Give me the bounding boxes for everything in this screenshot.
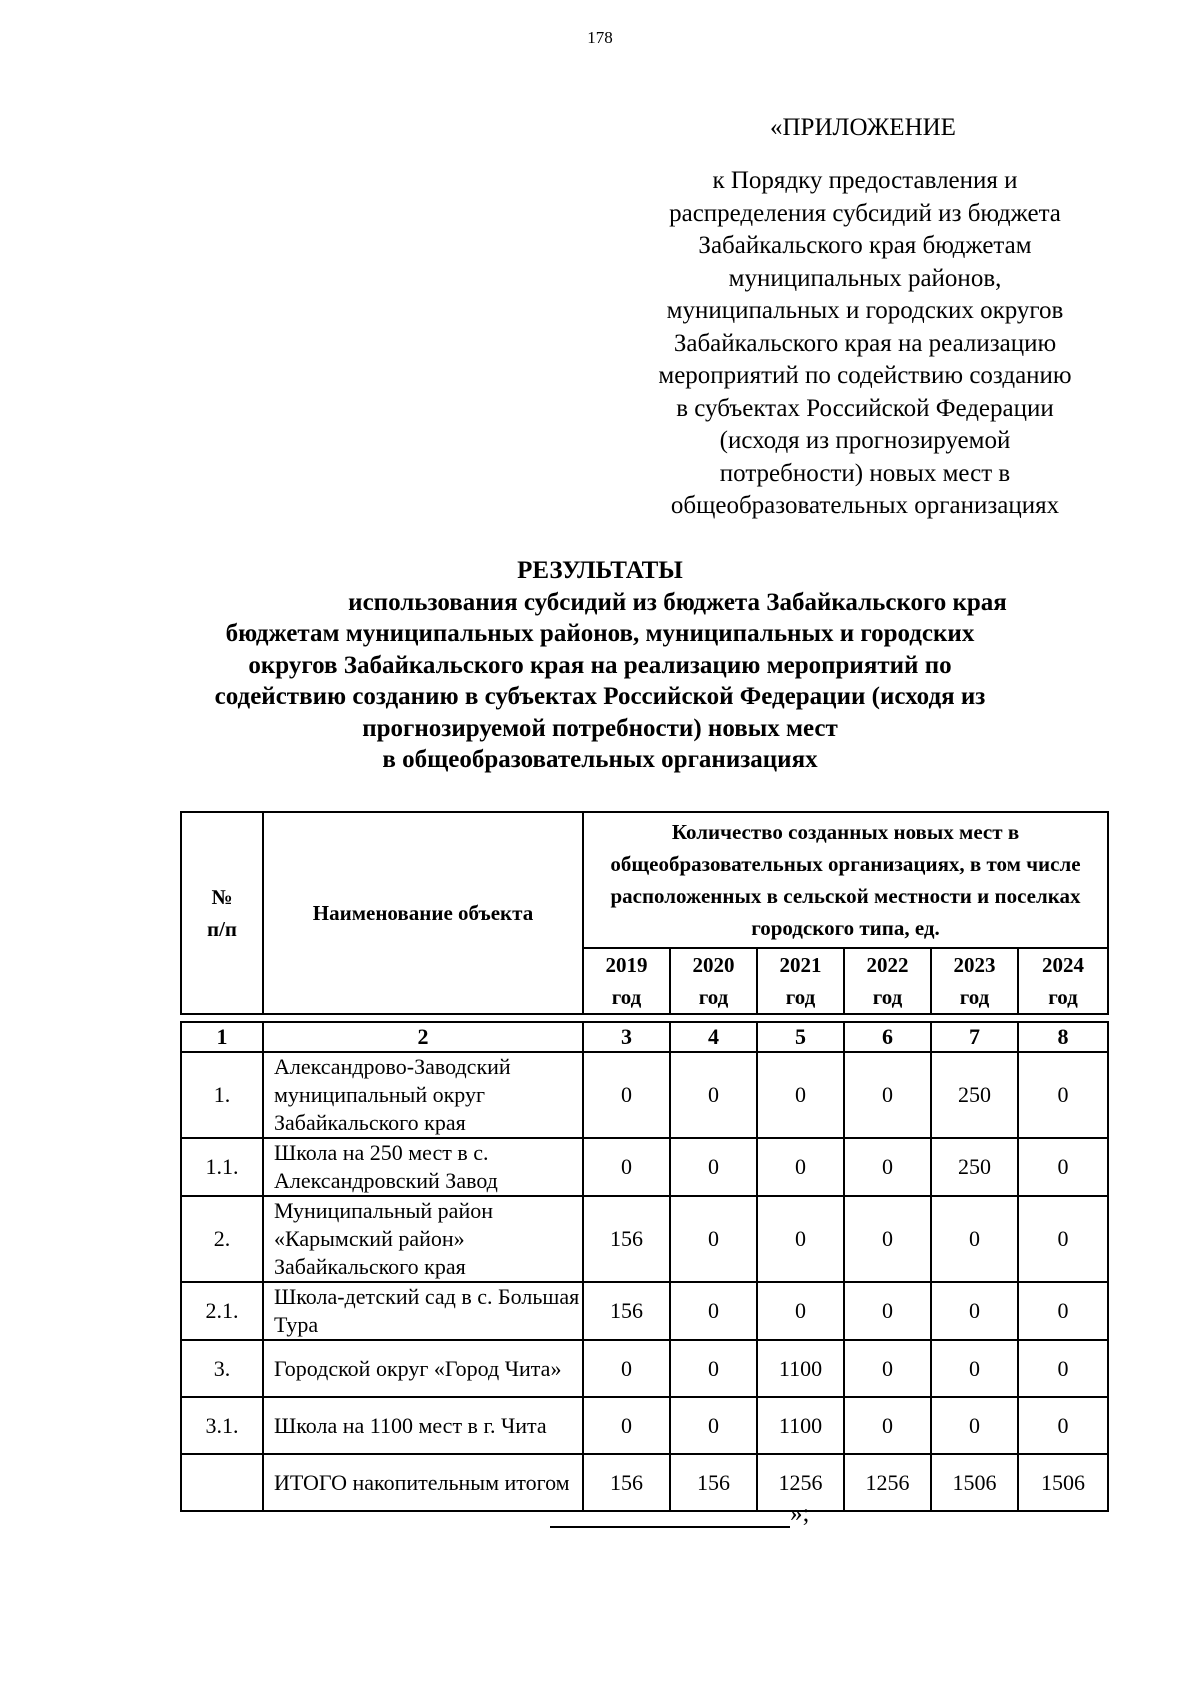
header-object-name: Наименование объекта [263,812,583,1014]
appendix-line: муниципальных районов, [728,264,1002,292]
value-cell: 1256 [844,1454,931,1511]
value-cell: 0 [844,1340,931,1397]
value-cell: 0 [583,1397,670,1454]
closing-quote: »; [790,1500,810,1527]
header-year: 2021 год [757,948,844,1014]
object-name: Муниципальный район «Карымский район» Забайкальского края [263,1196,583,1282]
value-cell: 0 [670,1340,757,1397]
value-cell: 0 [583,1340,670,1397]
appendix-line: Забайкальского края на реализацию [673,329,1057,357]
value-cell: 1100 [757,1340,844,1397]
table-row [181,1052,1108,1138]
row-number [181,1454,263,1511]
value-cell: 0 [757,1138,844,1196]
results-table [180,811,1109,1512]
value-cell: 0 [757,1052,844,1138]
value-cell: 250 [931,1138,1018,1196]
column-number: 6 [844,1022,931,1052]
header-number: № п/п [181,812,263,1014]
table-row [181,1282,1108,1340]
header-year: 2019 год [583,948,670,1014]
results-heading-line: использования субсидий из бюджета Забайкальского края [348,588,1007,616]
object-name: Городской округ «Город Чита» [263,1340,583,1397]
row-number: 3. [181,1340,263,1397]
value-cell: 1506 [931,1454,1018,1511]
value-cell: 0 [1018,1138,1108,1196]
appendix-line: Забайкальского края бюджетам [698,232,1032,259]
value-cell: 0 [1018,1052,1108,1138]
appendix-line: мероприятий по содействию созданию [658,362,1072,389]
row-number: 2.1. [181,1282,263,1340]
table-row [181,1340,1108,1397]
value-cell: 0 [931,1397,1018,1454]
value-cell: 0 [931,1340,1018,1397]
value-cell: 250 [931,1052,1018,1138]
header-year: 2022 год [844,948,931,1014]
results-heading-line: бюджетам муниципальных районов, муниципальных и городских [225,620,975,647]
column-number: 2 [263,1022,583,1052]
value-cell: 0 [670,1138,757,1196]
value-cell: 1506 [1018,1454,1108,1511]
appendix-line: распределения субсидий из бюджета [669,199,1061,227]
appendix-line: потребности) новых мест в [719,459,1011,487]
value-cell: 156 [583,1454,670,1511]
column-number: 8 [1018,1022,1108,1052]
results-heading-line: прогнозируемой потребности) новых мест [362,714,838,742]
value-cell: 0 [583,1052,670,1138]
value-cell: 0 [1018,1196,1108,1282]
appendix-line: (исходя из прогнозируемой [719,427,1011,454]
value-cell: 0 [1018,1340,1108,1397]
table-row [181,1397,1108,1454]
value-cell: 1256 [757,1454,844,1511]
object-name: Школа-детский сад в с. Большая Тура [263,1282,583,1340]
row-number: 2. [181,1196,263,1282]
header-year: 2023 год [931,948,1018,1014]
header-places-count: Количество созданных новых мест в общеобразовательных организациях, в том числе расположенных в сельской местности и поселках городского типа, ед. [583,812,1108,948]
value-cell: 0 [670,1052,757,1138]
column-number: 7 [931,1022,1018,1052]
object-name: ИТОГО накопительным итогом [263,1454,583,1511]
header-year: 2024 год [1018,948,1108,1014]
closing-mark [550,1500,809,1528]
value-cell: 0 [757,1196,844,1282]
row-number: 3.1. [181,1397,263,1454]
appendix-line: к Порядку предоставления и [712,167,1018,194]
value-cell: 0 [670,1196,757,1282]
value-cell: 0 [1018,1282,1108,1340]
column-number: 3 [583,1022,670,1052]
row-number: 1.1. [181,1138,263,1196]
object-name: Школа на 250 мест в с. Александровский Завод [263,1138,583,1196]
results-heading-line: содействию созданию в субъектах Российской Федерации (исходя из [214,683,986,710]
signature-line [550,1504,790,1528]
results-heading-line: в общеобразовательных организациях [382,746,818,773]
value-cell: 0 [844,1138,931,1196]
value-cell: 0 [844,1052,931,1138]
appendix-line: в субъектах Российской Федерации [676,394,1054,422]
table-row [181,1138,1108,1196]
column-number-row [181,1022,1108,1052]
table-row [181,1196,1108,1282]
column-number: 1 [181,1022,263,1052]
value-cell: 156 [583,1196,670,1282]
value-cell: 0 [1018,1397,1108,1454]
appendix-subtitle [630,165,1100,523]
value-cell: 0 [670,1282,757,1340]
column-number: 4 [670,1022,757,1052]
appendix-line: общеобразовательных организациях [670,492,1060,519]
value-cell: 0 [931,1282,1018,1340]
results-heading [0,555,1200,776]
appendix-line: муниципальных и городских округов [666,297,1064,324]
results-title: РЕЗУЛЬТАТЫ [517,557,683,584]
value-cell: 0 [931,1196,1018,1282]
value-cell: 1100 [757,1397,844,1454]
object-name: Школа на 1100 мест в г. Чита [263,1397,583,1454]
value-cell: 0 [757,1282,844,1340]
page-number: 178 [587,28,613,47]
object-name: Александрово-Заводский муниципальный округ Забайкальского края [263,1052,583,1138]
value-cell: 0 [670,1397,757,1454]
column-number: 5 [757,1022,844,1052]
appendix-title: «ПРИЛОЖЕНИЕ [770,114,956,141]
value-cell: 0 [583,1138,670,1196]
header-year: 2020 год [670,948,757,1014]
value-cell: 156 [583,1282,670,1340]
value-cell: 0 [844,1196,931,1282]
results-heading-line: округов Забайкальского края на реализацию мероприятий по [248,651,952,679]
value-cell: 0 [844,1282,931,1340]
row-number: 1. [181,1052,263,1138]
value-cell: 0 [844,1397,931,1454]
value-cell: 156 [670,1454,757,1511]
